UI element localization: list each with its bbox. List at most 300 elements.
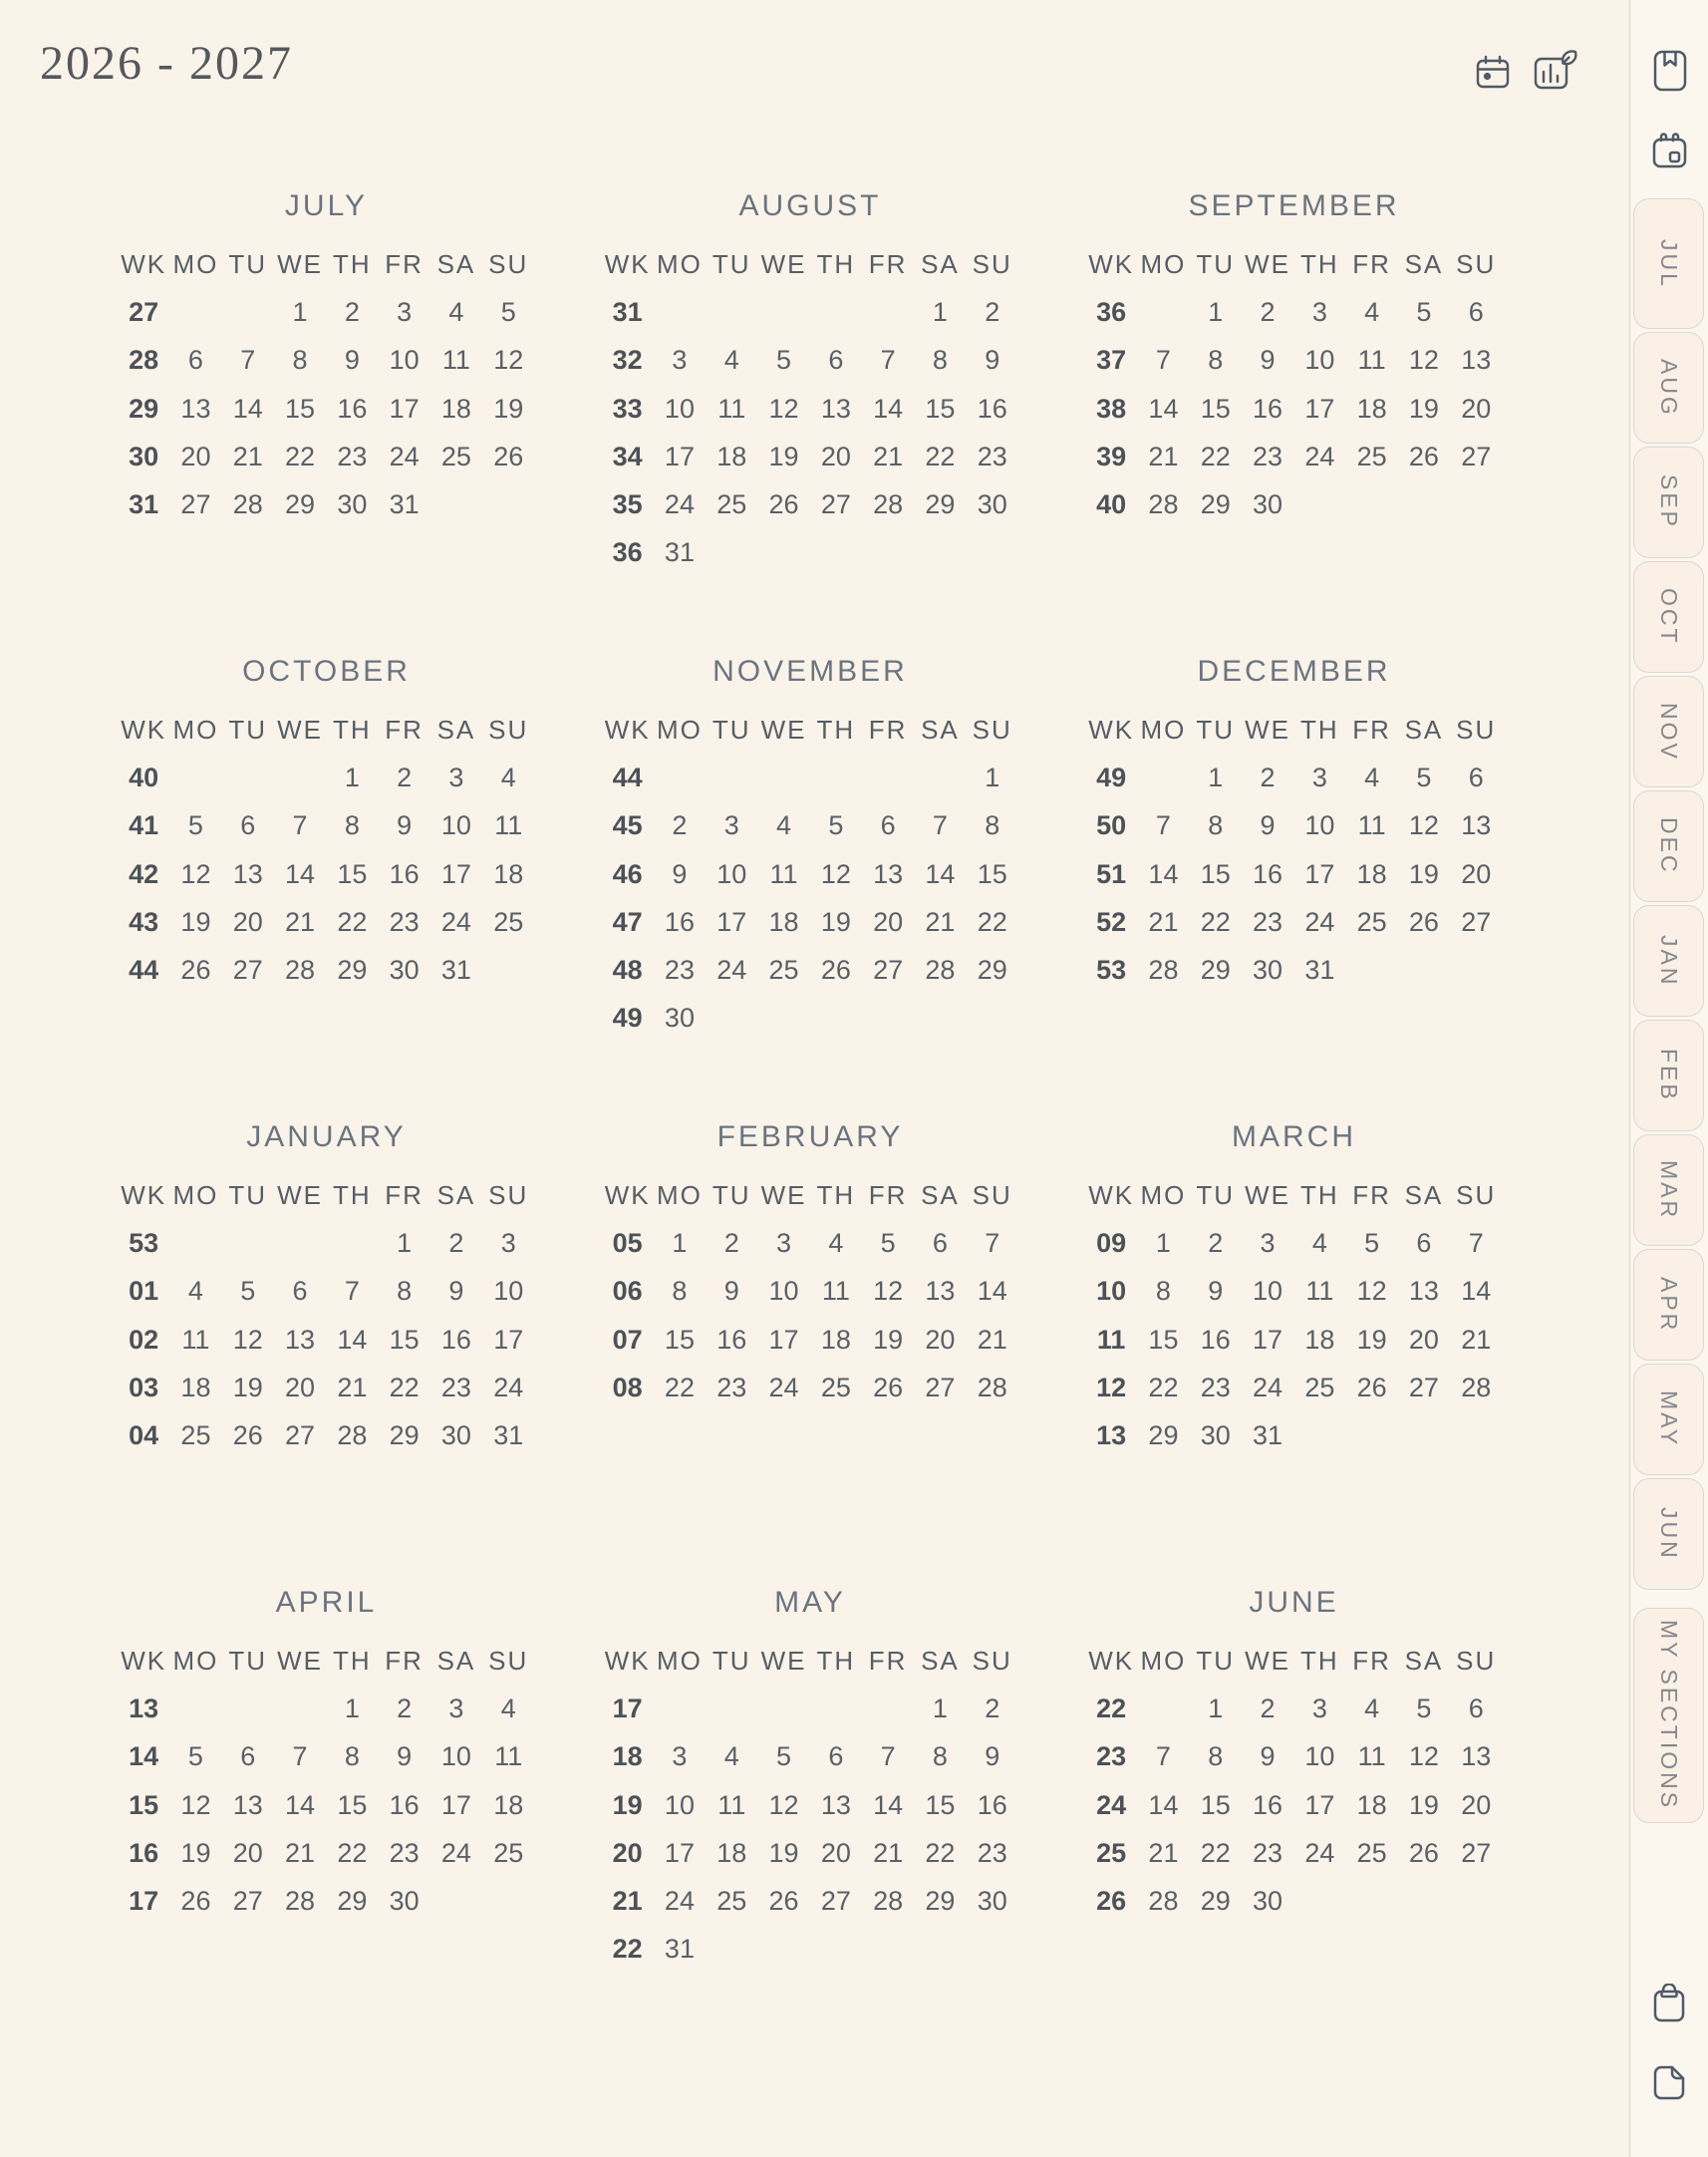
- day-cell[interactable]: 3: [1260, 1227, 1276, 1258]
- month-title[interactable]: FEBRUARY: [716, 1120, 904, 1153]
- day-cell[interactable]: 24: [716, 955, 747, 986]
- day-cell[interactable]: 13: [232, 1789, 263, 1820]
- day-cell[interactable]: 4: [776, 810, 792, 841]
- day-cell[interactable]: 26: [180, 955, 211, 986]
- day-cell[interactable]: 7: [292, 1741, 308, 1772]
- day-cell[interactable]: 22: [1200, 441, 1231, 471]
- day-cell[interactable]: 20: [820, 1837, 851, 1868]
- week-number-cell[interactable]: 11: [1096, 1324, 1126, 1355]
- day-cell[interactable]: 4: [500, 1693, 516, 1723]
- week-number-cell[interactable]: 53: [1096, 955, 1127, 986]
- day-cell[interactable]: 2: [672, 810, 688, 841]
- day-cell[interactable]: 14: [232, 393, 263, 424]
- day-cell[interactable]: 18: [440, 393, 471, 424]
- day-cell[interactable]: 8: [1208, 345, 1224, 376]
- week-number-cell[interactable]: 40: [1096, 489, 1127, 520]
- day-cell[interactable]: 22: [285, 441, 316, 471]
- day-cell[interactable]: 30: [440, 1420, 471, 1451]
- day-cell[interactable]: 25: [493, 1837, 524, 1868]
- day-cell[interactable]: 7: [932, 810, 948, 841]
- week-number-cell[interactable]: 36: [612, 537, 643, 568]
- month-title[interactable]: APRIL: [275, 1586, 378, 1619]
- day-cell[interactable]: 15: [664, 1324, 695, 1355]
- day-cell[interactable]: 14: [873, 1789, 904, 1820]
- tab-jun[interactable]: [1633, 1478, 1704, 1590]
- day-cell[interactable]: 1: [344, 1693, 360, 1723]
- day-cell[interactable]: 6: [292, 1276, 308, 1307]
- month-title[interactable]: DECEMBER: [1197, 655, 1391, 688]
- day-cell[interactable]: 15: [389, 1324, 420, 1355]
- week-number-cell[interactable]: 17: [129, 1886, 159, 1917]
- day-cell[interactable]: 2: [1208, 1227, 1224, 1258]
- week-number-cell[interactable]: 25: [1096, 1837, 1127, 1868]
- day-cell[interactable]: 30: [1253, 955, 1283, 986]
- day-cell[interactable]: 21: [337, 1372, 368, 1402]
- day-cell[interactable]: 27: [180, 489, 211, 520]
- week-number-cell[interactable]: 49: [1096, 762, 1127, 792]
- day-cell[interactable]: 20: [1408, 1324, 1439, 1355]
- day-cell[interactable]: 7: [240, 345, 256, 376]
- day-cell[interactable]: 7: [344, 1276, 360, 1307]
- day-cell[interactable]: 18: [1304, 1324, 1335, 1355]
- day-cell[interactable]: 15: [285, 393, 316, 424]
- day-cell[interactable]: 14: [873, 393, 904, 424]
- day-cell[interactable]: 31: [1304, 955, 1335, 986]
- week-number-cell[interactable]: 44: [129, 955, 159, 986]
- day-cell[interactable]: 10: [440, 1741, 471, 1772]
- day-cell[interactable]: 13: [285, 1324, 316, 1355]
- day-cell[interactable]: 16: [337, 393, 368, 424]
- day-cell[interactable]: 9: [1260, 345, 1276, 376]
- day-cell[interactable]: 31: [389, 489, 420, 520]
- week-number-cell[interactable]: 21: [612, 1886, 643, 1917]
- day-cell[interactable]: 23: [337, 441, 368, 471]
- day-cell[interactable]: 10: [768, 1276, 799, 1307]
- week-number-cell[interactable]: 37: [1096, 345, 1127, 376]
- week-number-cell[interactable]: 30: [129, 441, 159, 471]
- day-cell[interactable]: 15: [1200, 858, 1231, 889]
- day-cell[interactable]: 21: [873, 1837, 904, 1868]
- day-cell[interactable]: 26: [1356, 1372, 1387, 1402]
- week-number-cell[interactable]: 13: [129, 1693, 159, 1723]
- week-number-cell[interactable]: 53: [129, 1227, 159, 1258]
- day-cell[interactable]: 28: [977, 1372, 1007, 1402]
- day-cell[interactable]: 11: [181, 1324, 210, 1355]
- day-cell[interactable]: 25: [1356, 906, 1387, 937]
- day-cell[interactable]: 17: [768, 1324, 799, 1355]
- day-cell[interactable]: 13: [820, 1789, 851, 1820]
- month-title[interactable]: JUNE: [1249, 1586, 1339, 1619]
- week-number-cell[interactable]: 43: [129, 906, 159, 937]
- day-cell[interactable]: 9: [1260, 810, 1276, 841]
- day-cell[interactable]: 9: [448, 1276, 464, 1307]
- day-cell[interactable]: 12: [820, 858, 851, 889]
- day-cell[interactable]: 23: [1253, 906, 1283, 937]
- day-cell[interactable]: 25: [768, 955, 799, 986]
- day-cell[interactable]: 11: [494, 1741, 523, 1772]
- day-cell[interactable]: 7: [985, 1227, 1000, 1258]
- day-cell[interactable]: 20: [820, 441, 851, 471]
- day-cell[interactable]: 3: [723, 810, 739, 841]
- day-cell[interactable]: 4: [1311, 1227, 1327, 1258]
- week-number-cell[interactable]: 22: [612, 1934, 643, 1965]
- day-cell[interactable]: 9: [344, 345, 360, 376]
- day-cell[interactable]: 10: [493, 1276, 524, 1307]
- day-cell[interactable]: 4: [448, 296, 464, 327]
- day-cell[interactable]: 5: [828, 810, 844, 841]
- day-cell[interactable]: 11: [1357, 345, 1386, 376]
- day-cell[interactable]: 9: [985, 345, 1000, 376]
- day-cell[interactable]: 6: [1468, 296, 1484, 327]
- day-cell[interactable]: 31: [664, 537, 695, 568]
- tab-sep[interactable]: [1633, 447, 1704, 558]
- day-cell[interactable]: 1: [1208, 1693, 1224, 1723]
- day-cell[interactable]: 17: [1304, 858, 1335, 889]
- tab-dec[interactable]: [1633, 790, 1704, 902]
- day-cell[interactable]: 8: [292, 345, 308, 376]
- day-cell[interactable]: 10: [1304, 810, 1335, 841]
- day-cell[interactable]: 27: [820, 1886, 851, 1917]
- day-cell[interactable]: 12: [180, 1789, 211, 1820]
- month-title[interactable]: SEPTEMBER: [1188, 189, 1400, 222]
- day-cell[interactable]: 4: [723, 345, 739, 376]
- day-cell[interactable]: 23: [1253, 1837, 1283, 1868]
- tab-mar[interactable]: [1633, 1134, 1704, 1246]
- day-cell[interactable]: 18: [180, 1372, 211, 1402]
- day-cell[interactable]: 31: [440, 955, 471, 986]
- day-cell[interactable]: 10: [716, 858, 747, 889]
- day-cell[interactable]: 6: [1468, 1693, 1484, 1723]
- day-cell[interactable]: 26: [768, 489, 799, 520]
- day-cell[interactable]: 13: [1461, 345, 1492, 376]
- day-cell[interactable]: 3: [672, 1741, 688, 1772]
- day-cell[interactable]: 2: [1260, 762, 1276, 792]
- day-cell[interactable]: 25: [440, 441, 471, 471]
- day-cell[interactable]: 2: [448, 1227, 464, 1258]
- day-cell[interactable]: 24: [389, 441, 420, 471]
- day-cell[interactable]: 4: [187, 1276, 203, 1307]
- day-cell[interactable]: 18: [820, 1324, 851, 1355]
- day-cell[interactable]: 29: [285, 489, 316, 520]
- week-number-cell[interactable]: 48: [612, 955, 643, 986]
- day-cell[interactable]: 9: [985, 1741, 1000, 1772]
- day-cell[interactable]: 29: [1200, 1886, 1231, 1917]
- day-cell[interactable]: 3: [672, 345, 688, 376]
- day-cell[interactable]: 23: [977, 1837, 1007, 1868]
- day-cell[interactable]: 15: [977, 858, 1007, 889]
- day-cell[interactable]: 29: [389, 1420, 420, 1451]
- day-cell[interactable]: 29: [1148, 1420, 1179, 1451]
- day-cell[interactable]: 8: [672, 1276, 688, 1307]
- week-number-cell[interactable]: 39: [1096, 441, 1127, 471]
- day-cell[interactable]: 17: [664, 1837, 695, 1868]
- day-cell[interactable]: 23: [1200, 1372, 1231, 1402]
- week-number-cell[interactable]: 36: [1096, 296, 1127, 327]
- day-cell[interactable]: 26: [820, 955, 851, 986]
- week-number-cell[interactable]: 31: [129, 489, 159, 520]
- day-cell[interactable]: 27: [285, 1420, 316, 1451]
- day-cell[interactable]: 25: [180, 1420, 211, 1451]
- day-cell[interactable]: 15: [925, 393, 956, 424]
- day-cell[interactable]: 1: [932, 1693, 948, 1723]
- day-cell[interactable]: 13: [1461, 1741, 1492, 1772]
- day-cell[interactable]: 16: [716, 1324, 747, 1355]
- day-cell[interactable]: 28: [873, 489, 904, 520]
- day-cell[interactable]: 26: [1408, 906, 1439, 937]
- day-cell[interactable]: 24: [1304, 1837, 1335, 1868]
- day-cell[interactable]: 19: [768, 441, 799, 471]
- week-number-cell[interactable]: 04: [129, 1420, 159, 1451]
- day-cell[interactable]: 6: [932, 1227, 948, 1258]
- day-cell[interactable]: 28: [232, 489, 263, 520]
- day-cell[interactable]: 30: [664, 1003, 695, 1034]
- week-number-cell[interactable]: 27: [129, 296, 159, 327]
- day-cell[interactable]: 22: [389, 1372, 420, 1402]
- day-cell[interactable]: 19: [232, 1372, 263, 1402]
- day-cell[interactable]: 27: [1461, 441, 1492, 471]
- day-cell[interactable]: 29: [337, 955, 368, 986]
- day-cell[interactable]: 25: [716, 489, 747, 520]
- day-cell[interactable]: 6: [880, 810, 896, 841]
- day-cell[interactable]: 28: [337, 1420, 368, 1451]
- day-cell[interactable]: 26: [232, 1420, 263, 1451]
- day-cell[interactable]: 13: [925, 1276, 956, 1307]
- day-cell[interactable]: 8: [1208, 1741, 1224, 1772]
- day-cell[interactable]: 5: [1364, 1227, 1380, 1258]
- day-cell[interactable]: 24: [768, 1372, 799, 1402]
- tab-oct[interactable]: [1633, 561, 1704, 673]
- day-cell[interactable]: 27: [820, 489, 851, 520]
- day-cell[interactable]: 8: [344, 1741, 360, 1772]
- day-cell[interactable]: 14: [1148, 858, 1179, 889]
- week-number-cell[interactable]: 42: [129, 858, 159, 889]
- tab-my-sections[interactable]: [1633, 1608, 1704, 1823]
- day-cell[interactable]: 8: [932, 1741, 948, 1772]
- day-cell[interactable]: 3: [776, 1227, 792, 1258]
- day-cell[interactable]: 31: [493, 1420, 524, 1451]
- week-number-cell[interactable]: 24: [1096, 1789, 1127, 1820]
- day-cell[interactable]: 21: [1461, 1324, 1492, 1355]
- day-cell[interactable]: 20: [232, 1837, 263, 1868]
- day-cell[interactable]: 20: [180, 441, 211, 471]
- day-cell[interactable]: 16: [977, 393, 1007, 424]
- day-cell[interactable]: 22: [1200, 906, 1231, 937]
- day-cell[interactable]: 22: [664, 1372, 695, 1402]
- day-cell[interactable]: 27: [925, 1372, 956, 1402]
- day-cell[interactable]: 20: [1461, 1789, 1492, 1820]
- day-cell[interactable]: 8: [932, 345, 948, 376]
- day-cell[interactable]: 17: [1304, 1789, 1335, 1820]
- day-cell[interactable]: 27: [1408, 1372, 1439, 1402]
- day-cell[interactable]: 4: [1364, 1693, 1380, 1723]
- day-cell[interactable]: 2: [1260, 296, 1276, 327]
- day-cell[interactable]: 15: [1200, 1789, 1231, 1820]
- day-cell[interactable]: 9: [1208, 1276, 1224, 1307]
- day-cell[interactable]: 28: [285, 1886, 316, 1917]
- day-cell[interactable]: 26: [768, 1886, 799, 1917]
- day-cell[interactable]: 27: [232, 1886, 263, 1917]
- day-cell[interactable]: 23: [977, 441, 1007, 471]
- day-cell[interactable]: 18: [1356, 1789, 1387, 1820]
- tab-feb[interactable]: [1633, 1020, 1704, 1131]
- day-cell[interactable]: 6: [240, 1741, 256, 1772]
- day-cell[interactable]: 3: [500, 1227, 516, 1258]
- week-number-cell[interactable]: 08: [612, 1372, 643, 1402]
- day-cell[interactable]: 15: [925, 1789, 956, 1820]
- day-cell[interactable]: 20: [873, 906, 904, 937]
- day-cell[interactable]: 25: [716, 1886, 747, 1917]
- day-cell[interactable]: 29: [1200, 955, 1231, 986]
- week-number-cell[interactable]: 20: [612, 1837, 643, 1868]
- day-cell[interactable]: 13: [180, 393, 211, 424]
- day-cell[interactable]: 19: [820, 906, 851, 937]
- day-cell[interactable]: 12: [1408, 1741, 1439, 1772]
- day-cell[interactable]: 18: [716, 1837, 747, 1868]
- day-cell[interactable]: 1: [292, 296, 308, 327]
- tab-aug[interactable]: [1633, 332, 1704, 444]
- day-cell[interactable]: 9: [723, 1276, 739, 1307]
- week-number-cell[interactable]: 44: [612, 762, 643, 792]
- day-cell[interactable]: 27: [232, 955, 263, 986]
- day-cell[interactable]: 29: [925, 1886, 956, 1917]
- tab-may[interactable]: [1633, 1364, 1704, 1475]
- tab-jan[interactable]: [1633, 905, 1704, 1017]
- day-cell[interactable]: 10: [664, 1789, 695, 1820]
- week-number-cell[interactable]: 05: [612, 1227, 643, 1258]
- day-cell[interactable]: 16: [977, 1789, 1007, 1820]
- day-cell[interactable]: 30: [1200, 1420, 1231, 1451]
- week-number-cell[interactable]: 29: [129, 393, 159, 424]
- day-cell[interactable]: 24: [493, 1372, 524, 1402]
- day-cell[interactable]: 20: [1461, 393, 1492, 424]
- day-cell[interactable]: 12: [1356, 1276, 1387, 1307]
- week-number-cell[interactable]: 12: [1096, 1372, 1127, 1402]
- calendar-today-button[interactable]: [1474, 53, 1512, 91]
- day-cell[interactable]: 25: [1304, 1372, 1335, 1402]
- day-cell[interactable]: 12: [232, 1324, 263, 1355]
- week-number-cell[interactable]: 14: [129, 1741, 159, 1772]
- day-cell[interactable]: 9: [672, 858, 688, 889]
- day-cell[interactable]: 2: [397, 762, 413, 792]
- week-number-cell[interactable]: 34: [612, 441, 643, 471]
- day-cell[interactable]: 2: [723, 1227, 739, 1258]
- day-cell[interactable]: 28: [285, 955, 316, 986]
- day-cell[interactable]: 2: [985, 296, 1000, 327]
- day-cell[interactable]: 7: [1155, 810, 1171, 841]
- day-cell[interactable]: 18: [493, 858, 524, 889]
- day-cell[interactable]: 23: [389, 1837, 420, 1868]
- day-cell[interactable]: 25: [493, 906, 524, 937]
- week-number-cell[interactable]: 52: [1096, 906, 1127, 937]
- day-cell[interactable]: 9: [1260, 1741, 1276, 1772]
- day-cell[interactable]: 14: [285, 858, 316, 889]
- day-cell[interactable]: 21: [925, 906, 956, 937]
- day-cell[interactable]: 14: [1148, 1789, 1179, 1820]
- day-cell[interactable]: 11: [717, 393, 746, 424]
- month-title[interactable]: NOVEMBER: [712, 655, 908, 688]
- day-cell[interactable]: 8: [397, 1276, 413, 1307]
- week-number-cell[interactable]: 38: [1096, 393, 1127, 424]
- week-number-cell[interactable]: 31: [612, 296, 643, 327]
- day-cell[interactable]: 29: [337, 1886, 368, 1917]
- day-cell[interactable]: 15: [1200, 393, 1231, 424]
- day-cell[interactable]: 21: [977, 1324, 1007, 1355]
- day-cell[interactable]: 30: [389, 955, 420, 986]
- day-cell[interactable]: 14: [337, 1324, 368, 1355]
- day-cell[interactable]: 23: [389, 906, 420, 937]
- day-cell[interactable]: 17: [389, 393, 420, 424]
- day-cell[interactable]: 28: [925, 955, 956, 986]
- day-cell[interactable]: 16: [389, 1789, 420, 1820]
- day-cell[interactable]: 14: [1461, 1276, 1492, 1307]
- day-cell[interactable]: 27: [873, 955, 904, 986]
- week-number-cell[interactable]: 09: [1096, 1227, 1127, 1258]
- day-cell[interactable]: 5: [776, 1741, 792, 1772]
- day-cell[interactable]: 12: [493, 345, 524, 376]
- day-cell[interactable]: 18: [768, 906, 799, 937]
- day-cell[interactable]: 14: [977, 1276, 1007, 1307]
- day-cell[interactable]: 30: [389, 1886, 420, 1917]
- day-cell[interactable]: 3: [1311, 762, 1327, 792]
- day-cell[interactable]: 8: [985, 810, 1000, 841]
- week-number-cell[interactable]: 18: [612, 1741, 643, 1772]
- week-number-cell[interactable]: 26: [1096, 1886, 1127, 1917]
- day-cell[interactable]: 10: [389, 345, 420, 376]
- day-cell[interactable]: 23: [664, 955, 695, 986]
- day-cell[interactable]: 21: [232, 441, 263, 471]
- day-cell[interactable]: 22: [337, 906, 368, 937]
- day-cell[interactable]: 2: [344, 296, 360, 327]
- day-cell[interactable]: 19: [1356, 1324, 1387, 1355]
- day-cell[interactable]: 30: [1253, 1886, 1283, 1917]
- day-cell[interactable]: 27: [1461, 906, 1492, 937]
- new-page-button[interactable]: [1652, 2064, 1686, 2101]
- day-cell[interactable]: 19: [180, 906, 211, 937]
- day-cell[interactable]: 31: [664, 1934, 695, 1965]
- day-cell[interactable]: 18: [716, 441, 747, 471]
- day-cell[interactable]: 24: [1304, 906, 1335, 937]
- day-cell[interactable]: 17: [493, 1324, 524, 1355]
- day-cell[interactable]: 1: [1155, 1227, 1171, 1258]
- week-number-cell[interactable]: 40: [129, 762, 159, 792]
- tab-nov[interactable]: [1633, 676, 1704, 787]
- day-cell[interactable]: 31: [1253, 1420, 1283, 1451]
- day-cell[interactable]: 23: [440, 1372, 471, 1402]
- day-cell[interactable]: 21: [1148, 1837, 1179, 1868]
- day-cell[interactable]: 18: [493, 1789, 524, 1820]
- day-cell[interactable]: 14: [285, 1789, 316, 1820]
- day-cell[interactable]: 1: [932, 296, 948, 327]
- day-cell[interactable]: 4: [500, 762, 516, 792]
- day-cell[interactable]: 6: [187, 345, 203, 376]
- day-cell[interactable]: 11: [494, 810, 523, 841]
- day-cell[interactable]: 11: [769, 858, 798, 889]
- day-cell[interactable]: 28: [873, 1886, 904, 1917]
- day-cell[interactable]: 9: [397, 1741, 413, 1772]
- day-cell[interactable]: 4: [723, 1741, 739, 1772]
- day-cell[interactable]: 19: [768, 1837, 799, 1868]
- day-cell[interactable]: 8: [1208, 810, 1224, 841]
- stats-button[interactable]: [1533, 48, 1578, 90]
- month-title[interactable]: JANUARY: [246, 1120, 407, 1153]
- day-cell[interactable]: 20: [285, 1372, 316, 1402]
- week-number-cell[interactable]: 03: [129, 1372, 159, 1402]
- day-cell[interactable]: 3: [448, 1693, 464, 1723]
- week-number-cell[interactable]: 15: [129, 1789, 159, 1820]
- day-cell[interactable]: 10: [664, 393, 695, 424]
- day-cell[interactable]: 24: [664, 489, 695, 520]
- day-cell[interactable]: 7: [880, 345, 896, 376]
